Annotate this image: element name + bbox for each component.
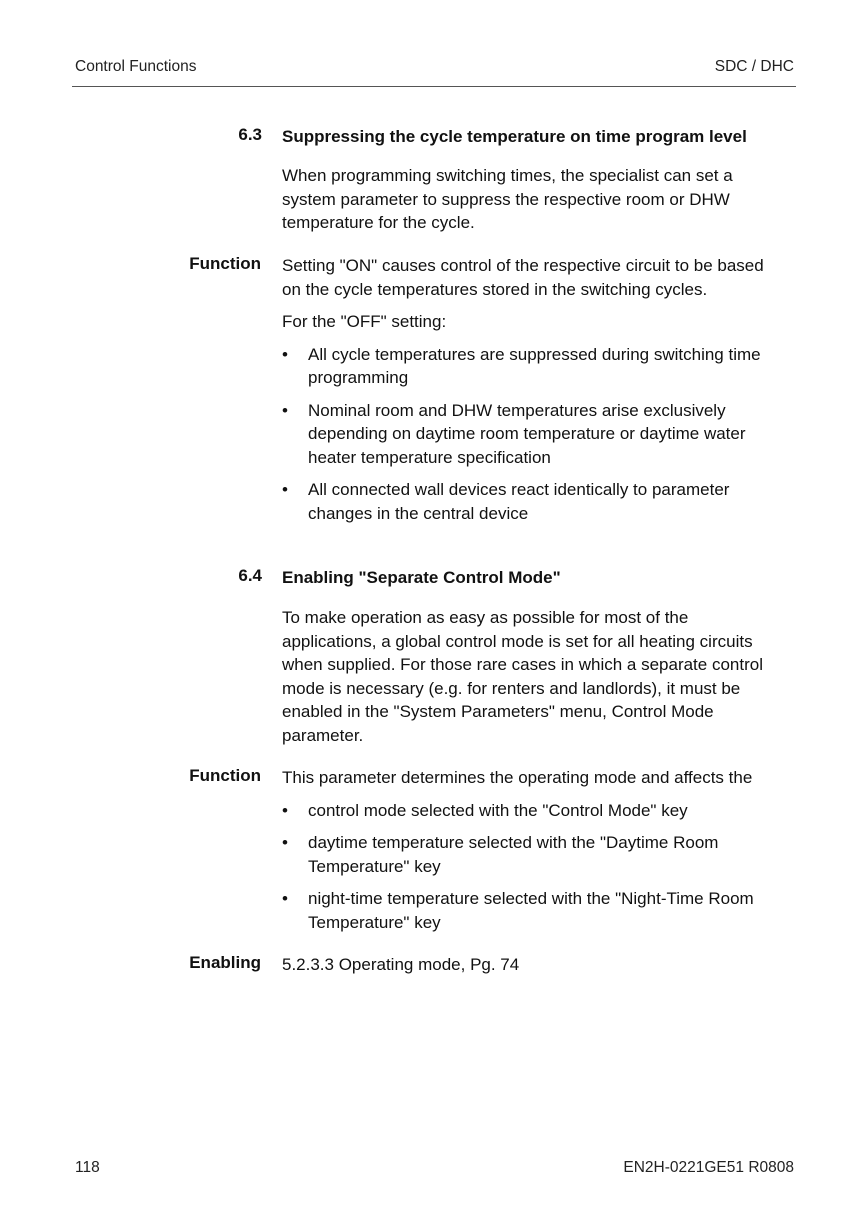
list-item: • control mode selected with the "Control Mode" key	[282, 799, 787, 823]
paragraph: Setting "ON" causes control of the respective circuit to be based on the cycle temperatures stored in the switching cycles.	[282, 256, 764, 299]
enabling-label: Enabling	[189, 953, 261, 972]
section-intro-6-3	[282, 164, 787, 235]
bullet-icon: •	[282, 800, 288, 820]
paragraph: To make operation as easy as possible for most of the applications, a global control mode is set for all heating circuits when supplied. For those rare cases in which a separate control mode is necessary (e.g. for renters and landlords), it must be enabled in the "System Parameters" menu, Control Mode parameter.	[282, 608, 763, 745]
list-item: • night-time temperature selected with the "Night-Time Room Temperature" key	[282, 889, 754, 932]
bullet-list-6-3	[282, 343, 787, 526]
paragraph: For the "OFF" setting:	[282, 312, 447, 331]
bullet-icon: •	[282, 833, 288, 852]
list-item: • All cycle temperatures are suppressed during switching time programming	[282, 344, 761, 387]
paragraph: When programming switching times, the specialist can set a system parameter to suppress the respective room or DHW temperature for the cycle.	[282, 166, 733, 232]
section-number-6-3: 6.3	[238, 125, 262, 144]
header-rule	[72, 86, 796, 87]
section-intro-6-4	[282, 606, 787, 747]
enabling-reference: 5.2.3.3 Operating mode, Pg. 74	[282, 955, 520, 974]
list-item: • daytime temperature selected with the "Daytime Room Temperature" key	[282, 833, 719, 876]
page-number: 118	[75, 1159, 100, 1176]
bullet-icon: •	[282, 344, 288, 364]
function-label-6-4: Function	[189, 766, 261, 785]
section-title-6-4: Enabling "Separate Control Mode"	[282, 568, 561, 587]
list-item: • All connected wall devices react identically to parameter changes in the central device	[282, 480, 730, 523]
bullet-icon: •	[282, 480, 288, 499]
bullet-icon: •	[282, 889, 288, 908]
bullet-icon: •	[282, 400, 288, 420]
function-body-6-3	[282, 254, 787, 525]
section-title-6-3: Suppressing the cycle temperature on time program level	[282, 127, 747, 146]
paragraph: This parameter determines the operating mode and affects the	[282, 768, 753, 787]
bullet-list-6-4	[282, 799, 787, 935]
running-header-right: SDC / DHC	[714, 58, 794, 75]
list-item: • Nominal room and DHW temperatures arise exclusively depending on daytime room temperature or daytime water heater temperature specification	[282, 400, 746, 467]
running-header-left: Control Functions	[75, 58, 197, 75]
function-body-6-4	[282, 766, 787, 934]
document-code: EN2H-0221GE51 R0808	[623, 1159, 794, 1176]
section-number-6-4: 6.4	[238, 566, 262, 585]
function-label-6-3: Function	[189, 254, 261, 273]
